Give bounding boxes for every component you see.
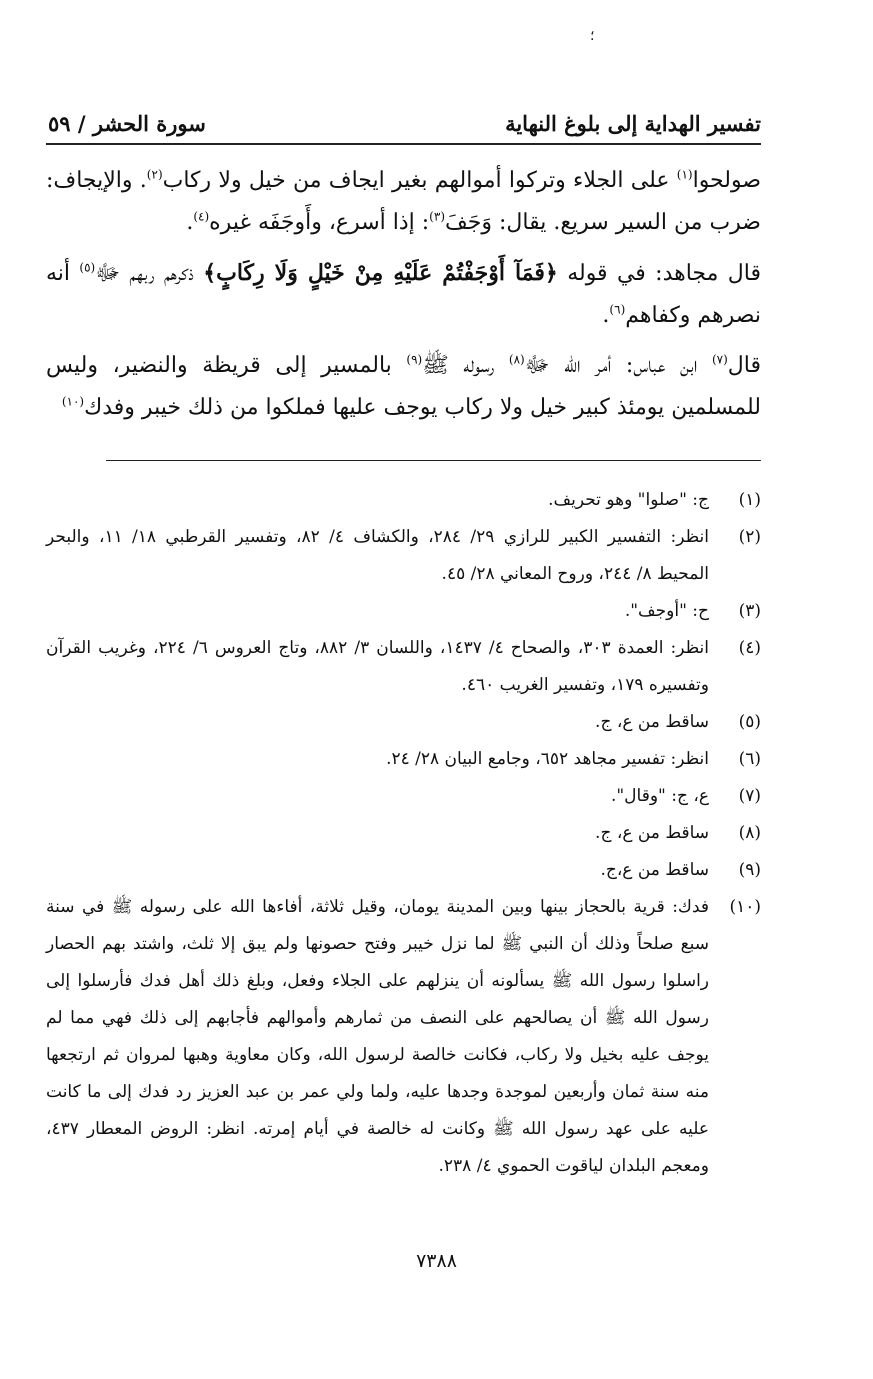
note-ref: (٨)	[508, 352, 525, 367]
paragraph-1: صولحوا$^{(١)}$ على الجلاء وتركوا أموالهم بغير ايجاف من خيل ولا ركاب$^{(٢)}$. والإيجاف: ضرب من السير سريع. يقال: وَجَفَ$^{(٣)}$: إذا أسرع، وأَوجَفَه غيره$^{(٤)}$.	[46, 167, 762, 235]
quran-verse: ﴿فَمَآ أَوْجَفْتُمْ عَلَيْهِ مِنْ خَيْلٍ وَلَا رِكَابٍ﴾	[203, 260, 558, 286]
footnote: (٩) ساقط من ع،ج.	[600, 860, 761, 880]
paragraph-2: قال مجاهد: في قوله ﴿فَمَآ أَوْجَفْتُمْ عَلَيْهِ مِنْ خَيْلٍ وَلَا رِكَابٍ﴾ ذكرهم ربهم ﷻ$^{(٥)}$ أنه نصرهم وكفاهم$^{(٦)}$.	[46, 260, 761, 328]
note-ref: (٦)	[609, 302, 626, 317]
note-ref: (١)	[676, 167, 693, 182]
footnote: (١) ج: "صلوا" وهو تحريف.	[548, 490, 761, 510]
footnote-rule	[106, 460, 761, 461]
note-ref: (٧)	[711, 352, 728, 367]
footnote: (٦) انظر: تفسير مجاهد ٦٥٢، وجامع البيان ٢٨/ ٢٤.	[386, 749, 761, 769]
running-header	[48, 102, 761, 136]
footnote: (٢) انظر: التفسير الكبير للرازي ٢٩/ ٢٨٤، والكشاف ٤/ ٨٢، وتفسير القرطبي ١٨/ ١١، والبحر المحيط ٨/ ٢٤٤، وروح المعاني ٢٨/ ٤٥.	[46, 527, 761, 584]
footnote: (٨) ساقط من ع، ج.	[595, 823, 761, 843]
footnote: (٧) ع، ج: "وقال".	[610, 786, 761, 806]
footnote: (٥) ساقط من ع، ج.	[595, 712, 761, 732]
footnote: (٣) ح: "أوجف".	[624, 601, 761, 621]
header-rule	[46, 143, 761, 145]
note-ref: (٣)	[429, 209, 445, 224]
note-ref: (٢)	[146, 167, 163, 182]
main-text	[46, 160, 761, 437]
page-number: ٧٣٨٨	[416, 1250, 457, 1272]
footnote: (٤) انظر: العمدة ٣٠٣، والصحاح ٤/ ١٤٣٧، واللسان ٣/ ٨٨٢، وتاج العروس ٦/ ٢٢٤، وغريب القرآن وتفسيره ١٧٩، وتفسير الغريب ٤٦٠.	[46, 638, 761, 695]
note-ref: (١٠)	[61, 394, 85, 409]
book-title: تفسير الهداية إلى بلوغ النهاية	[505, 111, 761, 136]
note-ref: (٩)	[406, 352, 423, 367]
surah-page-label: سورة الحشر / ٥٩	[48, 111, 206, 136]
footnotes	[46, 482, 761, 1185]
scan-mark: ؛	[590, 28, 595, 44]
paragraph-3: قال$^{(٧)}$ ابن عباس: أمر الله ﷻ$^{(٨)}$ رسوله ﷺ$^{(٩)}$ بالمسير إلى قريظة والنضير، وليس للمسلمين يومئذ كبير خيل ولا ركاب يوجف عليها فملكوا من ذلك خيبر وفدك$^{(١٠)}$	[46, 352, 762, 420]
footnote: (١٠) فدك: قرية بالحجاز بينها وبين المدينة يومان، وقيل ثلاثة، أفاءها الله على رسوله ﷺ في سنة سبع صلحاً وذلك أن النبي ﷺ لما نزل خيبر وفتح حصونها ولم يبق إلا ثلث، واشتد بهم الحصار راسلوا رسول الله ﷺ يسألونه أن ينزلهم على الجلاء وفعل، وبلغ ذلك أهل فدك فأرسلوا إلى رسول الله ﷺ أن يصالحهم على النصف من ثمارهم وأموالهم فأجابهم إلى ذلك فهي مما لم يوجف عليه بخيل ولا ركاب، فكانت خالصة لرسول الله، وكان معاوية وهبها لمروان ثم ارتجعها منه سنة ثمان وأربعين لموجدة وجدها عليه، ولما ولي عمر بن عبد العزيز رد فدك إلى ما كانت عليه على عهد رسول الله ﷺ وكانت له خالصة في أيام إمرته. انظر: الروض المعطار ٤٣٧، ومعجم البلدان لياقوت الحموي ٤/ ٢٣٨.	[46, 897, 761, 1176]
note-ref: (٤)	[193, 209, 210, 224]
note-ref: (٥)	[79, 260, 96, 275]
